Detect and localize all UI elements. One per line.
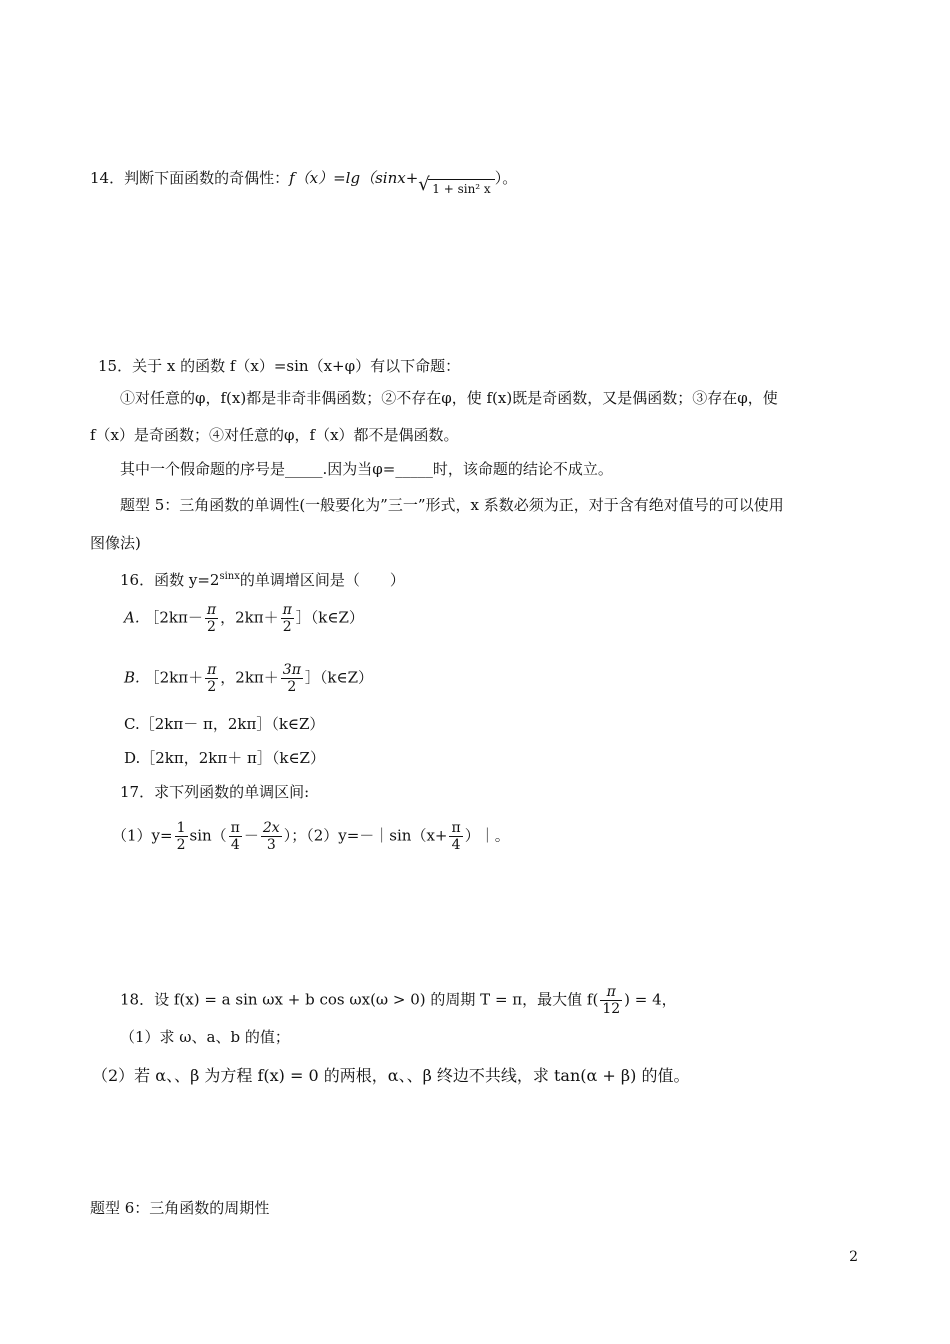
type6-heading: 题型 6：三角函数的周期性 <box>90 1199 270 1217</box>
q16-option-d: D.［2kπ，2kπ＋ π］（k∈Z） <box>124 749 325 767</box>
q16-b-pre: ［2kπ＋ <box>144 668 204 687</box>
type5-line2: 图像法) <box>90 534 141 552</box>
q18-line2: （1）求 ω、a、b 的值； <box>120 1028 290 1046</box>
q18-line1 <box>120 984 677 1017</box>
q18-line1-pre: 18．设 f(x) = a sin ωx + b cos ωx(ω > 0) 的周期 T = π，最大值 f( <box>120 990 599 1009</box>
sqrt-sign-icon: √ <box>418 174 430 195</box>
q17-p1-post: ）；（2）y=－｜sin（x+ <box>283 826 448 845</box>
q16-a-frac1: $\frac{\pi}{2}$ <box>206 602 217 635</box>
q18-line1-post: ) = 4， <box>624 990 677 1009</box>
q16-b-post: ］（k∈Z） <box>304 668 374 687</box>
q15-line2: f（x）是奇函数；④对任意的φ，f（x）都不是偶函数。 <box>90 426 459 444</box>
q16-a-label: A. <box>124 608 140 627</box>
q16-a-mid: ，2kπ＋ <box>220 608 279 627</box>
q18-frac-pi12: $\frac{\pi}{12}$ <box>602 984 621 1017</box>
q16-a-post: ］（k∈Z） <box>295 608 364 627</box>
q14-sqrt <box>418 174 494 199</box>
q17-minus: － <box>243 826 259 845</box>
q14-line <box>90 168 517 199</box>
q16-option-c: C.［2kπ－ π，2kπ］（k∈Z） <box>124 715 325 733</box>
q16-b-frac2: $\frac{3\pi}{2}$ <box>282 662 301 695</box>
q17-p1-pre: （1）y= <box>112 826 173 845</box>
q17-frac-pi4-b: $\frac{\pi}{4}$ <box>451 820 461 853</box>
q14-prefix: 14．判断下面函数的奇偶性： <box>90 169 290 187</box>
q16-a-pre: ［2kπ－ <box>144 608 203 627</box>
q15-line3: 其中一个假命题的序号是_____.因为当φ=_____时，该命题的结论不成立。 <box>120 460 613 478</box>
q16-option-a <box>124 602 364 635</box>
q16-option-b <box>124 662 373 695</box>
q16-stem-text: 16．函数 y=2 <box>120 571 220 589</box>
q14-sqrt-body: 1 + sin² x <box>428 179 494 196</box>
q17-frac-2x3: $\frac{2x}{3}$ <box>262 820 280 853</box>
q17-parts <box>112 820 510 853</box>
q17-title: 17．求下列函数的单调区间: <box>120 783 310 801</box>
q15-line1: ①对任意的φ，f(x)都是非奇非偶函数；②不存在φ，使 f(x)既是奇函数，又是偶函数；③存在φ，使 <box>120 389 778 407</box>
q16-b-mid: ，2kπ＋ <box>220 668 279 687</box>
q16-a-frac2: $\frac{\pi}{2}$ <box>282 602 292 635</box>
q16-stem <box>120 567 405 590</box>
q17-p1-sin: sin（ <box>189 826 227 845</box>
q14-suffix: ）。 <box>494 169 518 187</box>
q18-line3: （2）若 α、、β 为方程 f(x) = 0 的两根，α、、β 终边不共线，求 tan(α + β) 的值。 <box>92 1066 690 1085</box>
q16-sup: sinx <box>219 571 240 582</box>
q16-b-label: B. <box>124 668 140 687</box>
page-number: 2 <box>849 1249 858 1265</box>
type5-line1: 题型 5：三角函数的单调性(一般要化为”三一”形式，x 系数必须为正，对于含有绝对值号的可以使用 <box>120 496 784 514</box>
q15-title: 15．关于 x 的函数 f（x）=sin（x+φ）有以下命题： <box>98 357 461 375</box>
q17-p2-post: ）｜。 <box>464 826 510 845</box>
q16-stem-end: 的单调增区间是（ ） <box>239 571 405 589</box>
q14-func: f（x）=lg（sinx+ <box>289 169 419 187</box>
q16-b-frac1: $\frac{\pi}{2}$ <box>207 662 217 695</box>
q17-frac-pi4: $\frac{\pi}{4}$ <box>230 820 240 853</box>
q17-frac-half: $\frac{1}{2}$ <box>176 820 186 853</box>
